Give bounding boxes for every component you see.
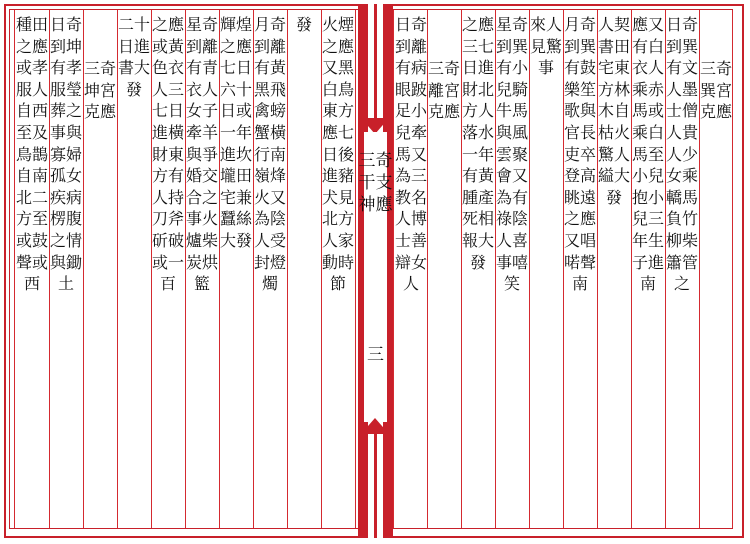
column-rule: [14, 10, 15, 528]
left-column-10: [322, 10, 354, 528]
column-rule: [732, 10, 733, 528]
right-column-8: [632, 10, 664, 528]
right-column-1-text: 日奇到離有病眼跛足小兒牽馬又為三教名人博士善辯女人: [395, 15, 428, 294]
left-column-4: [118, 10, 150, 528]
left-column-3: [84, 10, 116, 528]
spine-fishtail-bottom: [361, 418, 389, 434]
right-page: [393, 10, 733, 528]
left-column-2: [50, 10, 82, 528]
right-column-4-text: 星奇到巽有小兒騎牛馬與風雲聚會又為有祿陰人喜事嘻笑: [496, 15, 529, 294]
left-column-10-text: 火煙之應又黑白鳥東方應七日後進豬犬見北方人家動時節: [322, 15, 355, 294]
left-column-4-text: 二十日進書大發: [118, 15, 151, 99]
right-column-3: [462, 10, 494, 528]
left-column-6-text: 星奇到離有青衣人女子牽羊與爭婚交合之事火爐柴炭烘籃: [186, 15, 219, 294]
left-column-8: [254, 10, 286, 528]
right-column-9-text: 日奇到巽有文人墨士僧人貴人少女乘轎馬負竹柳柴簫管之: [666, 15, 699, 294]
left-column-5-text: 之應或黃色衣人三七日進橫財東方有人持刀斧斫破或一百: [152, 15, 185, 294]
left-column-2-text: 日奇到坤有孝服瑩葬之事與寡婦孤女疾病楞腹之情與鋤土: [50, 15, 83, 294]
left-column-1-text: 種田之應或孝服人自西至及鳥鵲自南北二方至或鼓聲或西: [16, 15, 49, 294]
left-column-7: [220, 10, 252, 528]
left-column-9: [288, 10, 320, 528]
right-column-5: [530, 10, 562, 528]
book-spine: [358, 0, 393, 544]
right-column-7: [598, 10, 630, 528]
right-column-8-text: 應又有白衣人乘赤馬或乘白馬至小兒抱小兒三年生子進南: [632, 15, 665, 294]
left-column-8-text: 月奇到離有黃黑飛禽螃蟹橫行南嶺烽火又為陰人受封燈燭: [254, 15, 287, 294]
right-column-3-text: 之應三七日進財北方人落水一年有黃腫產死相報大發: [462, 15, 495, 272]
left-column-1: [16, 10, 48, 528]
left-column-7-text: 輝煌之應七日六十日或一年進坎壠田宅兼蠶絲大發: [220, 15, 253, 250]
left-page: [14, 10, 358, 528]
right-column-2-text: 三奇離宮克應: [428, 59, 461, 122]
right-column-4: [496, 10, 528, 528]
right-column-2: [428, 10, 460, 528]
right-column-10: [700, 10, 732, 528]
right-column-9: [666, 10, 698, 528]
column-rule: [393, 10, 394, 528]
left-column-6: [186, 10, 218, 528]
right-column-1: [395, 10, 427, 528]
left-column-3-text: 三奇坤宮克應: [84, 59, 117, 122]
spine-volume: 三: [367, 345, 384, 365]
left-column-5: [152, 10, 184, 528]
column-rule: [355, 10, 356, 528]
right-column-10-text: 三奇巽宮克應: [700, 59, 733, 122]
right-column-6-text: 月奇到巽有鼓樂笙歌與官長吏卒登高眺遠之應又唱喏聲南: [564, 15, 597, 294]
right-column-6: [564, 10, 596, 528]
left-column-9-text: 發: [295, 15, 312, 34]
right-column-5-text: 來人見驚事: [530, 15, 563, 78]
spine-title: 三奇干支神應: [358, 151, 393, 215]
right-column-7-text: 人契書田宅東方林木自枯火驚人縊大發: [598, 15, 631, 207]
